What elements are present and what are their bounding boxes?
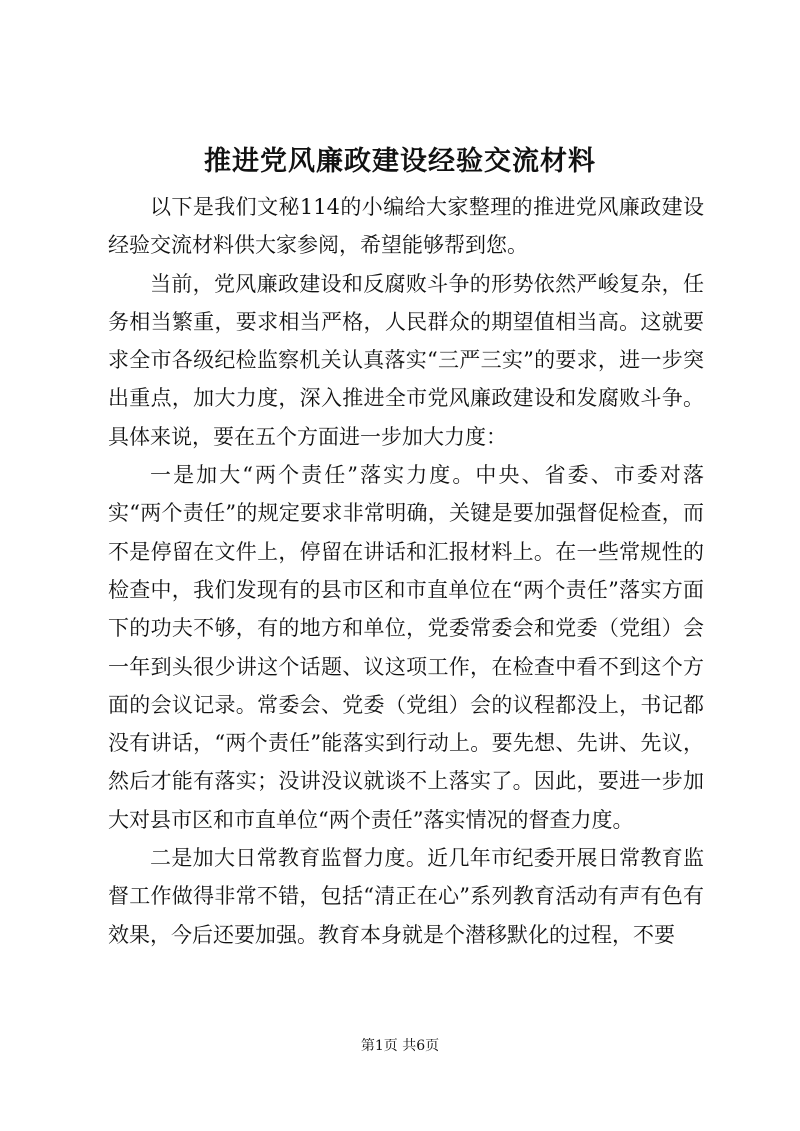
document-body <box>108 188 704 954</box>
document-title: 推进党风廉政建设经验交流材料 <box>204 146 596 177</box>
paragraph-current-situation: 当前，党风廉政建设和反腐败斗争的形势依然严峻复杂，任务相当繁重，要求相当严格，人民群众的期望值相当高。这就要求全市各级纪检监察机关认真落实“三严三实”的要求，进一步突出重点，加大力度，深入推进全市党风廉政建设和发腐败斗争。具体来说，要在五个方面进一步加大力度： <box>108 271 704 449</box>
paragraph-intro: 以下是我们文秘114的小编给大家整理的推进党风廉政建设经验交流材料供大家参阅，希望能够帮到您。 <box>108 195 704 258</box>
paragraph-point-two: 二是加大日常教育监督力度。近几年市纪委开展日常教育监督工作做得非常不错，包括“清正在心”系列教育活动有声有色有效果，今后还要加强。教育本身就是个潜移默化的过程，不要 <box>108 846 704 947</box>
paragraph-point-one: 一是加大“两个责任”落实力度。中央、省委、市委对落实“两个责任”的规定要求非常明确，关键是要加强督促检查，而不是停留在文件上，停留在讲话和汇报材料上。在一些常规性的检查中，我们发现有的县市区和市直单位在“两个责任”落实方面下的功夫不够，有的地方和单位，党委常委会和党委（党组）会一年到头很少讲这个话题、议这项工作，在检查中看不到这个方面的会议记录。常委会、党委（党组）会的议程都没上，书记都没有讲话，“两个责任”能落实到行动上。要先想、先讲、先议，然后才能有落实；没讲没议就谈不上落实了。因此，要进一步加大对县市区和市直单位“两个责任”落实情况的督查力度。 <box>108 463 704 832</box>
page-footer: 第1页 共6页 <box>360 1038 440 1054</box>
